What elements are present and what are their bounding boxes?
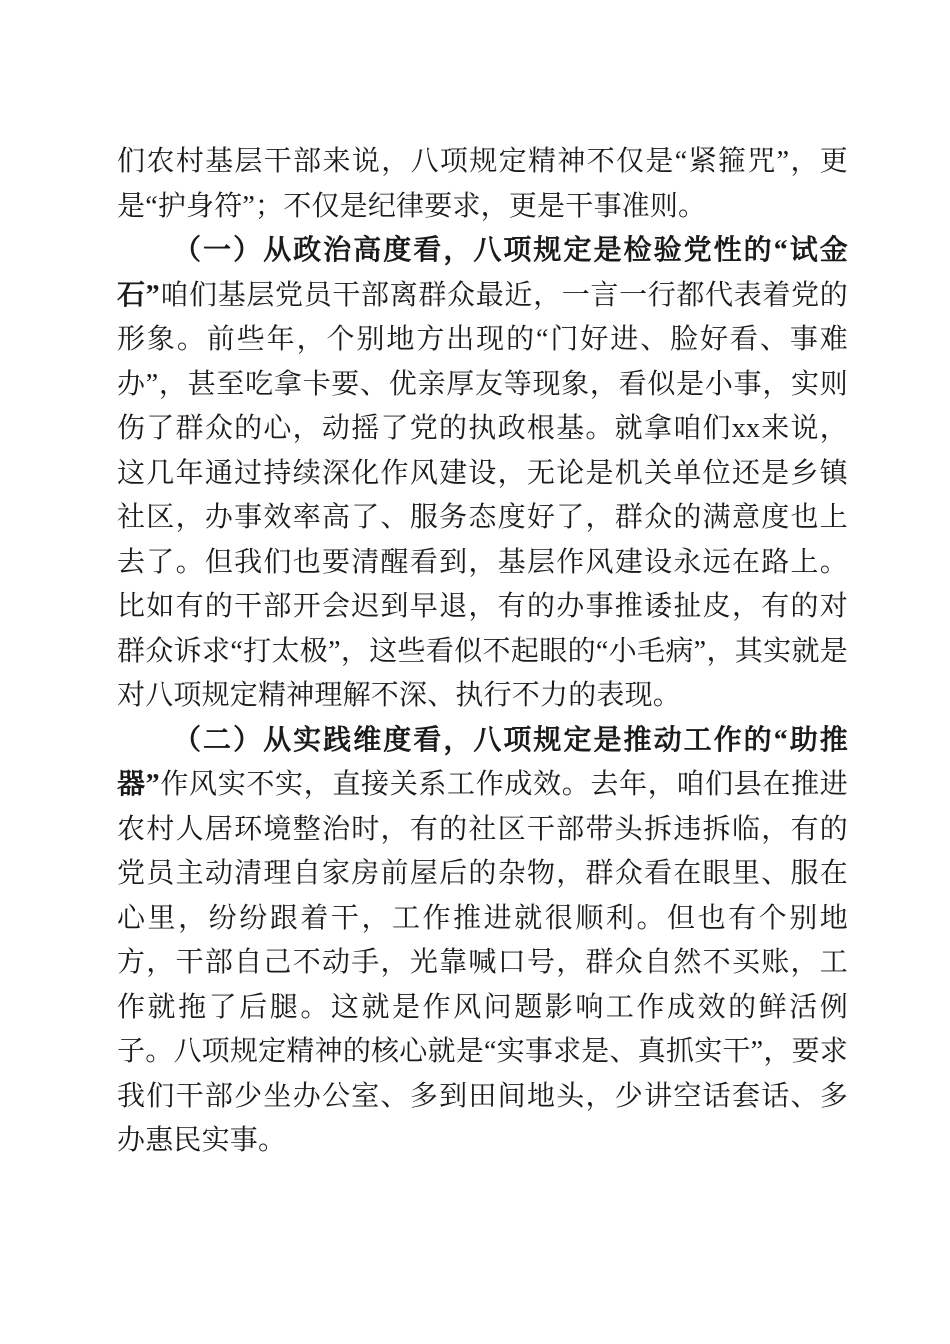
body-text: 们农村基层干部来说，八项规定精神不仅是“紧箍咒”，更是“护身符”；不仅是纪律要求，更是干事准则。 — [117, 146, 848, 222]
section-heading: （一）从政治高度看，八项规定是检验党性的“试金石” — [117, 235, 848, 311]
section-paragraph — [117, 229, 848, 719]
body-text: 作风实不实，直接关系工作成效。去年，咱们县在推进农村人居环境整治时，有的社区干部带头拆违拆临，有的党员主动清理自家房前屋后的杂物，群众看在眼里、服在心里，纷纷跟着干，工作推进就很顺利。但也有个别地方，干部自己不动手，光靠喊口号，群众自然不买账，工作就拖了后腿。这就是作风问题影响工作成效的鲜活例子。八项规定精神的核心就是“实事求是、真抓实干”，要求我们干部少坐办公室、多到田间地头，少讲空话套话、多办惠民实事。 — [117, 769, 848, 1156]
section-paragraph — [117, 719, 848, 1164]
continuation-paragraph — [117, 140, 848, 229]
text-block — [117, 140, 848, 1164]
section-heading: （二）从实践维度看，八项规定是推动工作的“助推器” — [117, 724, 848, 800]
body-text: 咱们基层党员干部离群众最近，一言一行都代表着党的形象。前些年，个别地方出现的“门好进、脸好看、事难办”，甚至吃拿卡要、优亲厚友等现象，看似是小事，实则伤了群众的心，动摇了党的执政根基。就拿咱们xx来说，这几年通过持续深化作风建设，无论是机关单位还是乡镇社区，办事效率高了、服务态度好了，群众的满意度也上去了。但我们也要清醒看到，基层作风建设永远在路上。比如有的干部开会迟到早退，有的办事推诿扯皮，有的对群众诉求“打太极”，这些看似不起眼的“小毛病”，其实就是对八项规定精神理解不深、执行不力的表现。 — [117, 279, 848, 711]
